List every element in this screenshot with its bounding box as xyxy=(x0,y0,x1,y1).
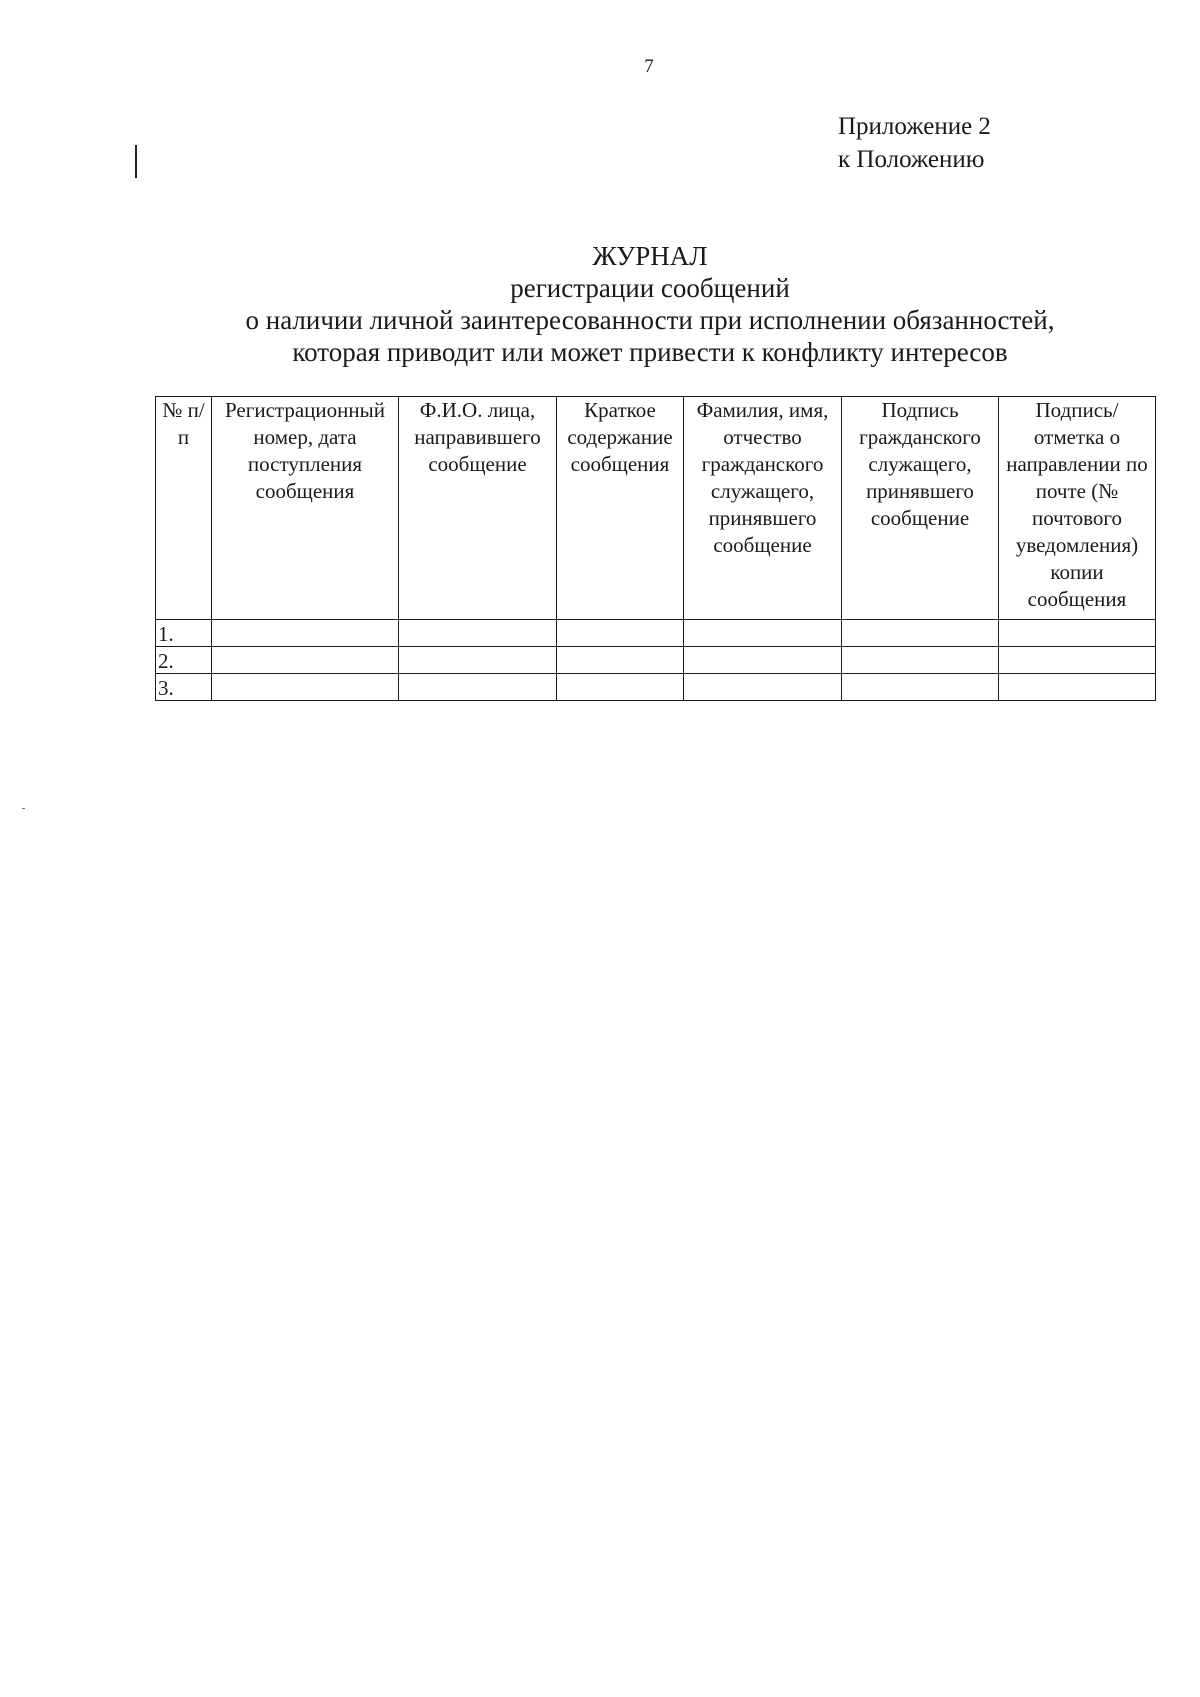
table-cell xyxy=(399,647,557,674)
appendix-reference xyxy=(838,110,991,176)
table-cell xyxy=(842,620,999,647)
column-header-receiver-name: Фамилия, имя, отчество гражданского служащего, принявшего сообщение xyxy=(684,397,842,620)
table-cell xyxy=(212,620,399,647)
row-number-cell: 2. xyxy=(156,647,212,674)
table-cell xyxy=(557,620,684,647)
page-number: 7 xyxy=(644,56,654,77)
table-cell xyxy=(212,647,399,674)
journal-subtitle-2: о наличии личной заинтересованности при исполнении обязанностей, xyxy=(245,305,1055,335)
table-row xyxy=(156,620,1156,647)
table-cell xyxy=(684,674,842,701)
appendix-line-1: Приложение 2 xyxy=(838,113,991,140)
column-header-mail-note: Подпись/ отметка о направлении по почте (№ почтового уведомления) копии сообщения xyxy=(999,397,1156,620)
table-cell xyxy=(557,647,684,674)
column-header-summary: Краткое содержание сообщения xyxy=(557,397,684,620)
table-cell xyxy=(684,620,842,647)
column-header-registration: Регистрационный номер, дата поступления сообщения xyxy=(212,397,399,620)
journal-table xyxy=(155,396,1156,701)
scan-margin-mark xyxy=(135,145,137,178)
journal-title: ЖУРНАЛ xyxy=(592,241,708,271)
table-cell xyxy=(842,647,999,674)
column-header-number: № п/п xyxy=(156,397,212,620)
table-cell xyxy=(999,620,1156,647)
journal-heading xyxy=(0,240,1200,368)
table-cell xyxy=(399,674,557,701)
table-cell xyxy=(684,647,842,674)
table-cell xyxy=(212,674,399,701)
journal-subtitle-3: которая приводит или может привести к конфликту интересов xyxy=(292,337,1008,367)
scan-speck xyxy=(22,808,25,809)
row-number-cell: 3. xyxy=(156,674,212,701)
appendix-line-2: к Положению xyxy=(838,146,985,173)
table-cell xyxy=(999,674,1156,701)
table-cell xyxy=(842,674,999,701)
table-cell xyxy=(557,674,684,701)
table-row xyxy=(156,674,1156,701)
table-cell xyxy=(399,620,557,647)
table-cell xyxy=(999,647,1156,674)
table-row xyxy=(156,647,1156,674)
journal-subtitle-1: регистрации сообщений xyxy=(510,273,790,303)
row-number-cell: 1. xyxy=(156,620,212,647)
table-header-row xyxy=(156,397,1156,620)
column-header-sender-name: Ф.И.О. лица, направившего сообщение xyxy=(399,397,557,620)
column-header-receiver-signature: Подпись гражданского служащего, принявшего сообщение xyxy=(842,397,999,620)
